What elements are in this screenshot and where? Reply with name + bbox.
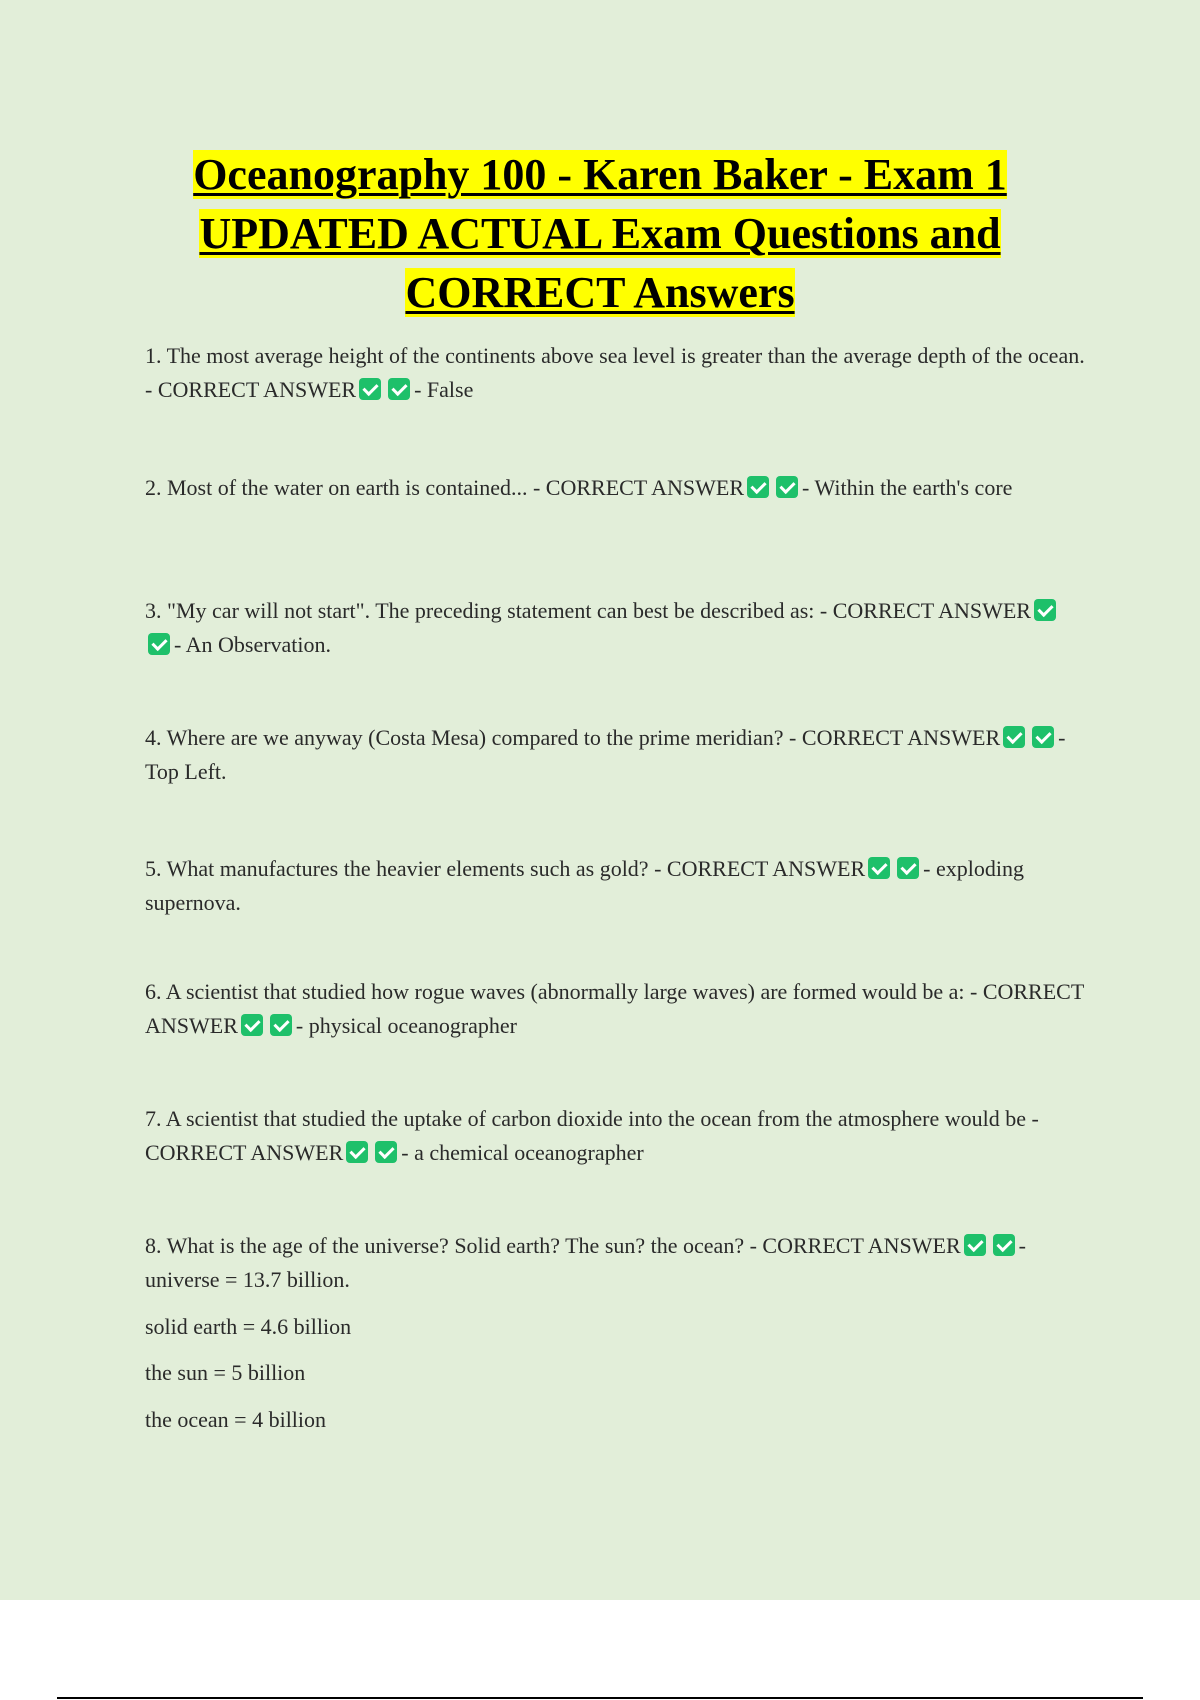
check-mark-icon <box>148 633 170 655</box>
question-text: 1. The most average height of the continents above sea level is greater than the average depth of the ocean. - <box>145 343 1085 402</box>
check-mark-icon <box>868 857 890 879</box>
question-text: 2. Most of the water on earth is contained... - <box>145 475 546 500</box>
check-mark-icon <box>241 1014 263 1036</box>
answer-line-ocean: the ocean = 4 billion <box>145 1407 327 1432</box>
answer-text: - physical oceanographer <box>295 1013 518 1038</box>
answer-text: - exploding supernova. <box>145 856 1024 915</box>
title-line-1: Oceanography 100 - Karen Baker - Exam 1 <box>193 150 1007 199</box>
answer-text: - Top Left. <box>145 725 1066 784</box>
answer-text: - False <box>414 377 474 402</box>
check-mark-icon <box>359 378 381 400</box>
check-mark-icon <box>388 378 410 400</box>
title-block <box>120 145 1080 322</box>
check-mark-icon <box>964 1234 986 1256</box>
answer-text: - a chemical oceanographer <box>401 1140 644 1165</box>
title-line-3: CORRECT Answers <box>405 268 795 317</box>
question-text: 8. What is the age of the universe? Solid earth? The sun? the ocean? - <box>145 1233 763 1258</box>
question-2 <box>145 471 1085 505</box>
question-7 <box>145 1102 1085 1170</box>
question-5 <box>145 852 1085 920</box>
answer-marker: CORRECT ANSWER <box>801 725 1001 750</box>
answer-marker: CORRECT ANSWER <box>145 1140 344 1165</box>
question-text: 5. What manufactures the heavier elements such as gold? - <box>145 856 667 881</box>
title-line-2: UPDATED ACTUAL Exam Questions and <box>199 209 1001 258</box>
answer-text: - An Observation. <box>174 632 332 657</box>
answer-marker: CORRECT ANSWER <box>762 1233 961 1258</box>
check-mark-icon <box>1032 726 1054 748</box>
answer-line-solid-earth: solid earth = 4.6 billion <box>145 1314 352 1339</box>
check-mark-icon <box>375 1141 397 1163</box>
question-8 <box>145 1229 1085 1297</box>
question-6 <box>145 975 1085 1043</box>
question-4 <box>145 721 1085 789</box>
check-mark-icon <box>776 476 798 498</box>
answer-marker: CORRECT ANSWER <box>666 856 866 881</box>
question-3 <box>145 594 1085 662</box>
answer-marker: CORRECT ANSWER <box>157 377 357 402</box>
question-text: 4. Where are we anyway (Costa Mesa) compared to the prime meridian? - <box>145 725 802 750</box>
document-title <box>120 145 1080 322</box>
question-text: 3. "My car will not start". The preceding statement can best be described as: - <box>145 598 833 623</box>
answer-marker: CORRECT ANSWER <box>145 979 1084 1038</box>
check-mark-icon <box>897 857 919 879</box>
check-mark-icon <box>346 1141 368 1163</box>
answer-marker: CORRECT ANSWER <box>832 598 1031 623</box>
check-mark-icon <box>993 1234 1015 1256</box>
question-text: 6. A scientist that studied how rogue waves (abnormally large waves) are formed would be a: - <box>145 979 983 1004</box>
answer-text: - universe = 13.7 billion. <box>145 1233 1026 1292</box>
question-1 <box>145 339 1085 407</box>
answer-line-sun: the sun = 5 billion <box>145 1360 306 1385</box>
question-text: 7. A scientist that studied the uptake of carbon dioxide into the ocean from the atmosphere would be - <box>145 1106 1039 1131</box>
answer-text: - Within the earth's core <box>802 475 1013 500</box>
check-mark-icon <box>270 1014 292 1036</box>
check-mark-icon <box>747 476 769 498</box>
footer-divider <box>57 1697 1143 1699</box>
check-mark-icon <box>1034 599 1056 621</box>
check-mark-icon <box>1003 726 1025 748</box>
answer-marker: CORRECT ANSWER <box>545 475 745 500</box>
